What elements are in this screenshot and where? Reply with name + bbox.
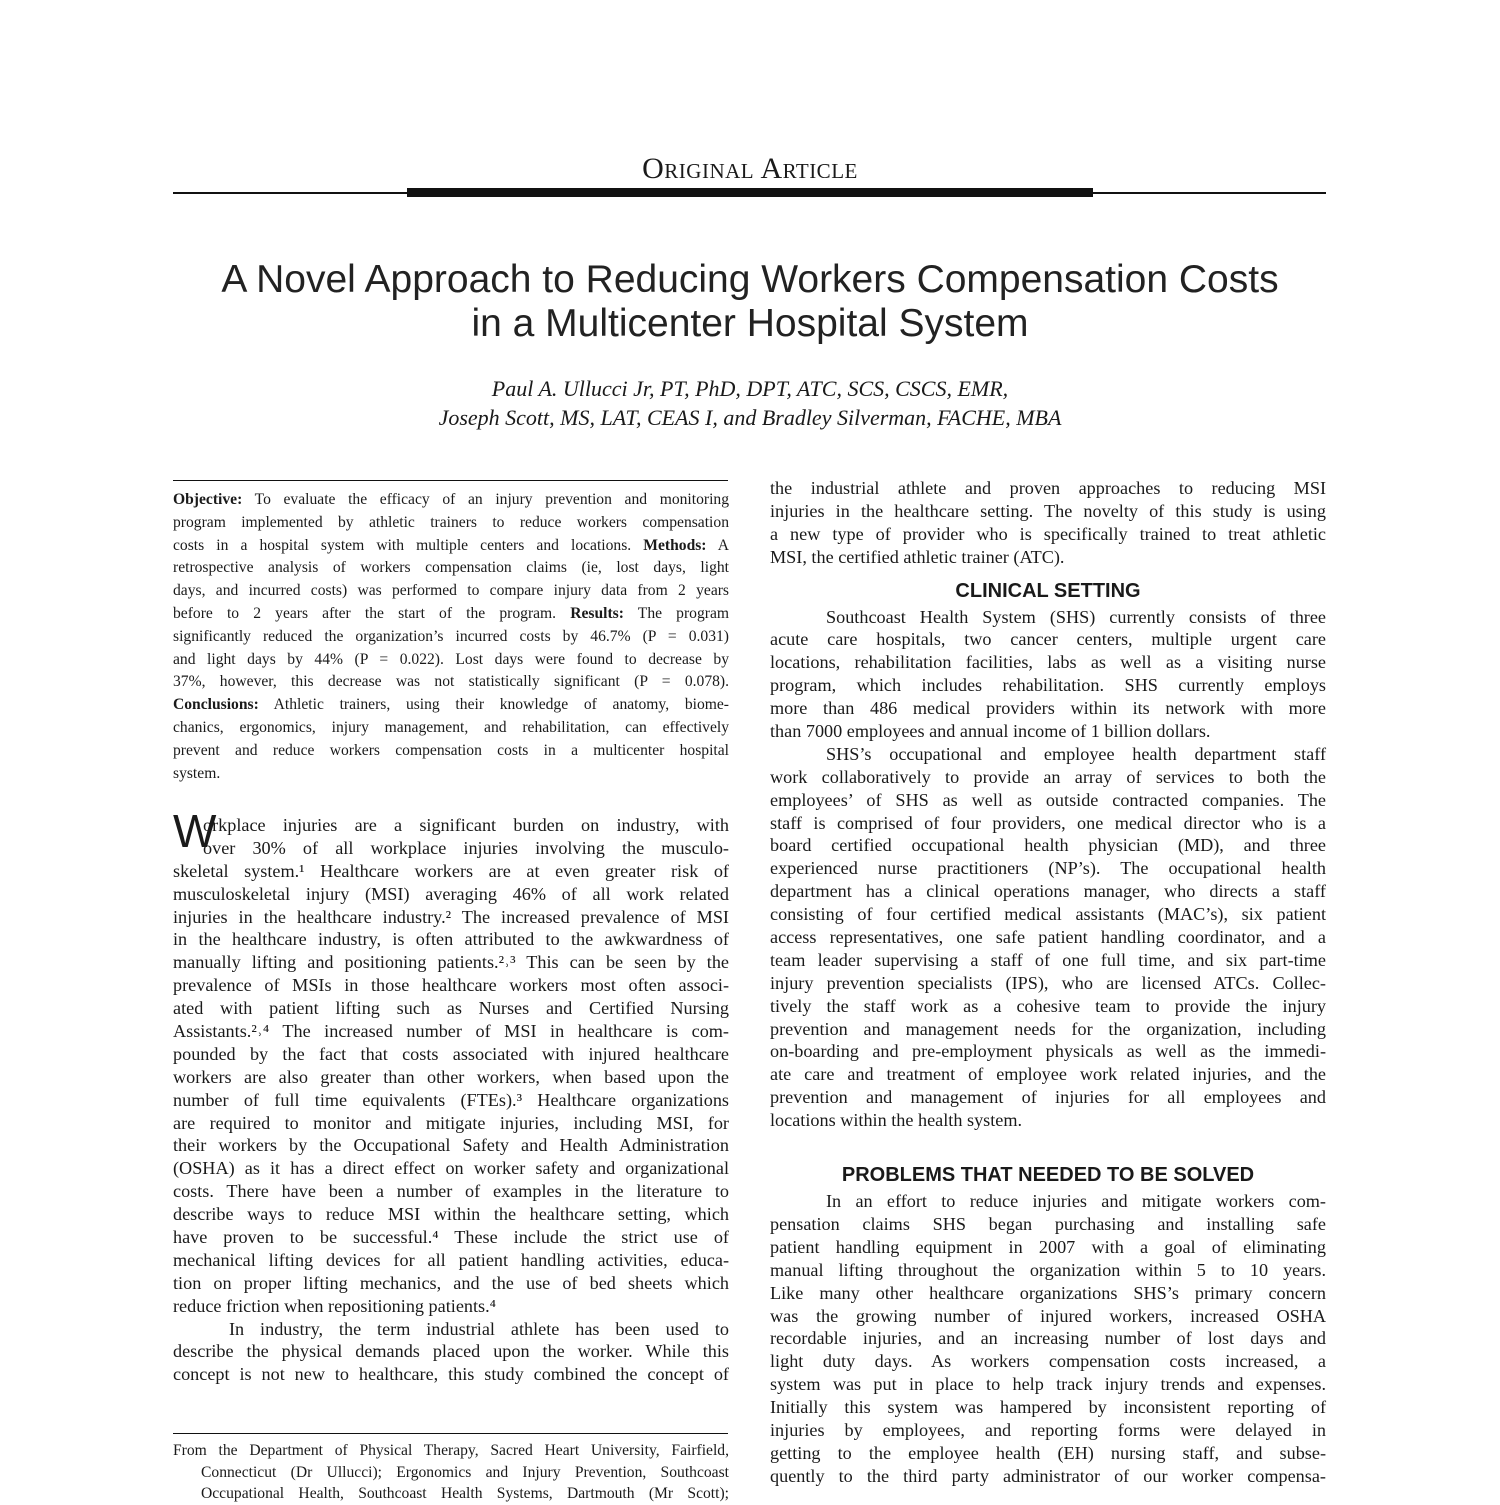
text-line: have proven to be successful.⁴ These include the strict use of [173, 1227, 729, 1248]
title-line: in a Multicenter Hospital System [471, 302, 1029, 345]
text-line: patient handling equipment in 2007 with a goal of eliminating [770, 1236, 1326, 1257]
text-line: mechanical lifting devices for all patient handling activities, educa- [173, 1249, 729, 1270]
text-line: In industry, the term industrial athlete has been used to [229, 1318, 729, 1339]
text-line: on-boarding and pre-employment physicals as well as the immedi- [770, 1041, 1326, 1062]
text-line: Assistants.²˒⁴ The increased number of MSI in healthcare is com- [173, 1021, 729, 1042]
text-line: in the healthcare industry, is often attributed to the awkwardness of [173, 929, 729, 950]
text-line: describe the physical demands placed upon the worker. While this [173, 1341, 729, 1362]
text-line: retrospective analysis of workers compensation claims (ie, lost days, light [173, 559, 729, 577]
text-line: describe ways to reduce MSI within the healthcare setting, which [173, 1204, 729, 1225]
text-line: MSI, the certified athletic trainer (ATC). [770, 546, 1065, 567]
text-line: locations, rehabilitation facilities, labs as well as a visiting nurse [770, 652, 1326, 673]
drop-cap: W [173, 805, 217, 857]
text-line: more than 486 medical providers within its network with more [770, 698, 1326, 719]
text-line: Like many other healthcare organizations SHS’s primary concern [770, 1282, 1326, 1303]
header-rule-thick [407, 188, 1093, 197]
clinical-paragraph-2 [770, 743, 1326, 1132]
text-line: From the Department of Physical Therapy, Sacred Heart University, Fairfield, [173, 1442, 729, 1459]
text-line: skeletal system.¹ Healthcare workers are at even greater risk of [173, 860, 729, 881]
text-line: acute care hospitals, two cancer centers, multiple urgent care [770, 629, 1326, 650]
text-line: concept is not new to healthcare, this study combined the concept of [173, 1364, 729, 1385]
text-line: In an effort to reduce injuries and mitigate workers com- [826, 1191, 1326, 1212]
text-line: injury prevention specialists (IPS), who are licensed ATCs. Collec- [770, 972, 1326, 993]
text-line: injuries in the healthcare industry.² The increased prevalence of MSI [173, 906, 729, 927]
text-line: employees’ of SHS as well as outside contracted companies. The [770, 789, 1326, 810]
footnote [173, 1440, 729, 1505]
author-line: Paul A. Ullucci Jr, PT, PhD, DPT, ATC, SCS, CSCS, EMR, [491, 376, 1009, 401]
text-line: before to 2 years after the start of the program. Results: The program [173, 604, 729, 622]
title-line: A Novel Approach to Reducing Workers Compensation Costs [221, 258, 1279, 301]
text-line: than 7000 employees and annual income of 1 billion dollars. [770, 721, 1211, 742]
text-line: board certified occupational health physician (MD), and three [770, 835, 1326, 856]
text-line: are required to monitor and mitigate injuries, including MSI, for [173, 1112, 729, 1133]
clinical-paragraph-1 [770, 606, 1326, 743]
text-line: orkplace injuries are a significant burden on industry, with [203, 815, 729, 835]
text-line: chanics, ergonomics, injury management, and rehabilitation, can effectively [173, 718, 729, 736]
abstract [173, 489, 729, 785]
text-line: injuries by employees, and reporting forms were delayed in [770, 1419, 1326, 1440]
right-column [770, 477, 1326, 1488]
text-line: getting to the employee health (EH) nursing staff, and subse- [770, 1442, 1326, 1463]
text-line: ated with patient lifting such as Nurses and Certified Nursing [173, 998, 729, 1019]
heading-clinical-setting: CLINICAL SETTING [955, 579, 1141, 602]
abstract-rule [173, 480, 728, 481]
text-line: prevalence of MSIs in those healthcare workers most often associ- [173, 975, 729, 996]
text-line: over 30% of all workplace injuries involving the musculo- [203, 837, 729, 858]
text-line: tion on proper lifting mechanics, and the use of bed sheets which [173, 1272, 729, 1293]
text-line: (OSHA) as it has a direct effect on worker safety and organizational [173, 1158, 729, 1179]
text-line: pounded by the fact that costs associated with injured healthcare [173, 1043, 729, 1064]
text-line: system. [173, 764, 221, 782]
text-line: ate care and treatment of employee work related injuries, and the [770, 1064, 1326, 1085]
text-line: their workers by the Occupational Safety and Health Administration [173, 1135, 729, 1156]
text-line: significantly reduced the organization’s incurred costs by 46.7% (P = 0.031) [173, 627, 729, 645]
text-line: tively the staff work as a cohesive team to provide the injury [770, 995, 1326, 1016]
footnote-rule [173, 1433, 728, 1434]
text-line: recordable injuries, and an increasing number of lost days and [770, 1328, 1326, 1349]
text-line: program implemented by athletic trainers to reduce workers compensation [173, 513, 729, 531]
text-line: days, and incurred costs) was performed to compare injury data from 2 years [173, 582, 729, 600]
text-line: Connecticut (Dr Ullucci); Ergonomics and Injury Prevention, Southcoast [201, 1463, 729, 1481]
text-line: access representatives, one safe patient handling coordinator, and a [770, 927, 1326, 948]
text-line: prevention and management needs for the organization, including [770, 1018, 1326, 1039]
text-line: manual lifting throughout the organization within 5 to 10 years. [770, 1259, 1326, 1280]
text-line: was the growing number of injured workers, increased OSHA [770, 1305, 1326, 1326]
text-line: locations within the health system. [770, 1110, 1023, 1131]
text-line: and light days by 44% (P = 0.022). Lost days were found to decrease by [173, 650, 729, 668]
text-line: system was put in place to help track injury trends and expenses. [770, 1374, 1326, 1395]
text-line: costs. There have been a number of examples in the literature to [173, 1181, 729, 1202]
text-line: prevention and management of injuries for all employees and [770, 1087, 1326, 1108]
text-line: department has a clinical operations manager, who directs a staff [770, 881, 1326, 902]
text-line: a new type of provider who is specifically trained to treat athletic [770, 523, 1326, 544]
author-line: Joseph Scott, MS, LAT, CEAS I, and Bradley Silverman, FACHE, MBA [438, 405, 1062, 430]
text-line: musculoskeletal injury (MSI) averaging 46% of all work related [173, 883, 729, 904]
text-line: Conclusions: Athletic trainers, using their knowledge of anatomy, biome- [173, 696, 729, 714]
text-line: program, which includes rehabilitation. SHS currently employs [770, 675, 1326, 696]
heading-problems: PROBLEMS THAT NEEDED TO BE SOLVED [841, 1164, 1255, 1187]
text-line: workers are also greater than other workers, when based upon the [173, 1066, 729, 1087]
text-line: Occupational Health, Southcoast Health Systems, Dartmouth (Mr Scott); [201, 1485, 729, 1502]
text-line: experienced nurse practitioners (NP’s). The occupational health [770, 858, 1326, 879]
text-line: pensation claims SHS began purchasing and installing safe [770, 1213, 1326, 1234]
text-line: light duty days. As workers compensation costs increased, a [770, 1351, 1326, 1372]
text-line: number of full time equivalents (FTEs).³ Healthcare organizations [173, 1089, 729, 1110]
text-line: staff is comprised of four providers, one medical director who is a [770, 812, 1326, 833]
text-line: Objective: To evaluate the efficacy of an injury prevention and monitoring [173, 491, 729, 508]
text-line: the industrial athlete and proven approaches to reducing MSI [770, 478, 1326, 498]
intro-section [173, 805, 729, 1386]
text-line: SHS’s occupational and employee health department staff [826, 743, 1326, 764]
problems-paragraph-1 [770, 1190, 1326, 1488]
article-title [0, 258, 1500, 346]
intro-paragraph-3 [770, 477, 1326, 569]
intro-paragraph-1 [173, 814, 729, 1318]
text-line: costs in a hospital system with multiple centers and locations. Methods: A [173, 536, 729, 554]
text-line: Southcoast Health System (SHS) currently consists of three [826, 606, 1326, 627]
text-line: consisting of four certified medical assistants (MAC’s), six patient [770, 904, 1326, 925]
text-line: manually lifting and positioning patients.²˒³ This can be seen by the [173, 952, 729, 973]
section-label: Original Article [642, 152, 858, 185]
authors [0, 374, 1500, 432]
text-line: quently to the third party administrator of our worker compensa- [770, 1465, 1326, 1486]
intro-paragraph-2 [173, 1318, 729, 1387]
text-line: reduce friction when repositioning patients.⁴ [173, 1295, 497, 1316]
text-line: Initially this system was hampered by inconsistent reporting of [770, 1397, 1326, 1418]
text-line: prevent and reduce workers compensation costs in a multicenter hospital [173, 741, 729, 759]
text-line: 37%, however, this decrease was not statistically significant (P = 0.078). [173, 673, 729, 691]
text-line: work collaboratively to provide an array of services to both the [770, 766, 1326, 787]
text-line: injuries in the healthcare setting. The novelty of this study is using [770, 500, 1326, 521]
text-line: team leader supervising a staff of one full time, and six part-time [770, 949, 1326, 970]
